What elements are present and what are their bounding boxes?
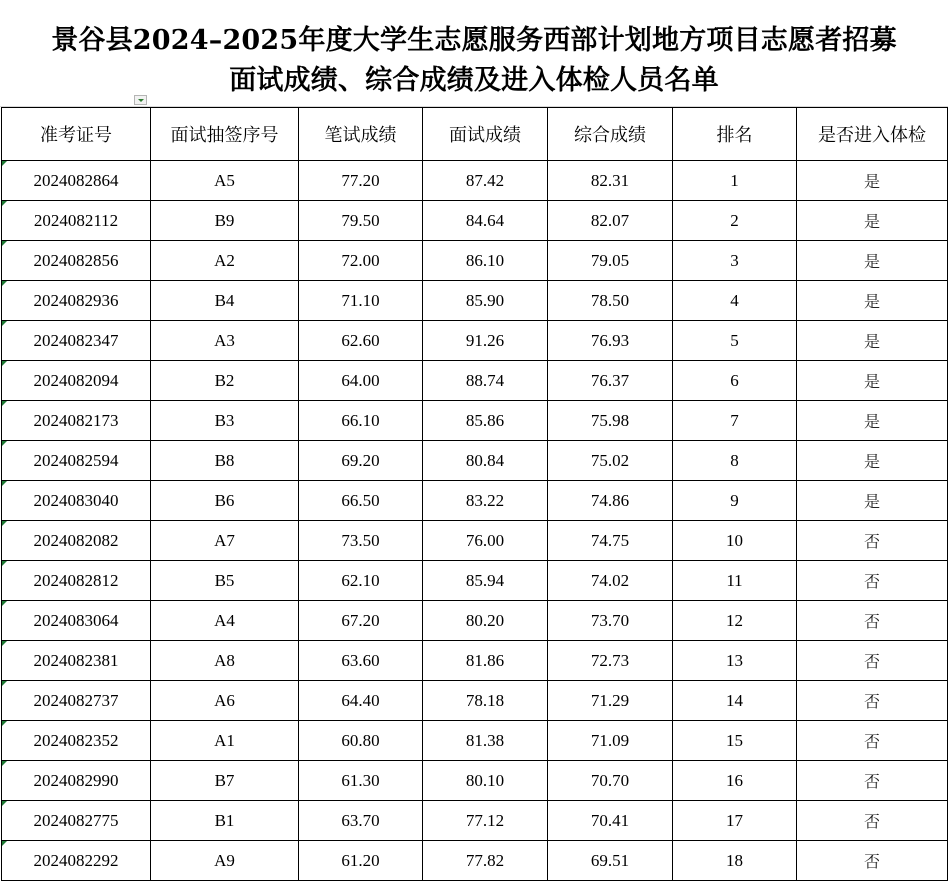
rank-cell[interactable]: 16: [673, 761, 797, 801]
total-score-cell[interactable]: 71.09: [548, 721, 673, 761]
interview-score-cell[interactable]: 86.10: [423, 241, 548, 281]
interview-score-cell[interactable]: 83.22: [423, 481, 548, 521]
rank-cell[interactable]: 9: [673, 481, 797, 521]
exam-id-cell[interactable]: 2024082094: [2, 361, 151, 401]
header-interview-score[interactable]: 面试成绩: [423, 108, 548, 161]
exam-id-cell[interactable]: 2024082347: [2, 321, 151, 361]
table-row: [2, 521, 948, 561]
written-score-cell[interactable]: 66.10: [299, 401, 423, 441]
total-score-cell[interactable]: 79.05: [548, 241, 673, 281]
table-row: [2, 681, 948, 721]
table-row: [2, 641, 948, 681]
interview-score-cell[interactable]: 80.20: [423, 601, 548, 641]
exam-id-cell[interactable]: 2024082352: [2, 721, 151, 761]
table-row: [2, 721, 948, 761]
total-score-cell[interactable]: 76.93: [548, 321, 673, 361]
header-physical-exam[interactable]: 是否进入体检: [797, 108, 948, 161]
draw-number-cell[interactable]: A5: [151, 161, 299, 201]
draw-number-cell[interactable]: B4: [151, 281, 299, 321]
interview-score-cell[interactable]: 85.90: [423, 281, 548, 321]
interview-score-cell[interactable]: 85.94: [423, 561, 548, 601]
physical-exam-cell[interactable]: 否: [797, 721, 948, 761]
physical-exam-cell[interactable]: 否: [797, 521, 948, 561]
rank-cell[interactable]: 1: [673, 161, 797, 201]
header-written-score[interactable]: 笔试成绩: [299, 108, 423, 161]
rank-cell[interactable]: 15: [673, 721, 797, 761]
interview-score-cell[interactable]: 91.26: [423, 321, 548, 361]
written-score-cell[interactable]: 60.80: [299, 721, 423, 761]
draw-number-cell[interactable]: A2: [151, 241, 299, 281]
physical-exam-cell[interactable]: 否: [797, 841, 948, 881]
physical-exam-cell[interactable]: 是: [797, 441, 948, 481]
draw-number-cell[interactable]: A3: [151, 321, 299, 361]
table-row: [2, 481, 948, 521]
rank-cell[interactable]: 10: [673, 521, 797, 561]
total-score-cell[interactable]: 74.02: [548, 561, 673, 601]
total-score-cell[interactable]: 69.51: [548, 841, 673, 881]
interview-score-cell[interactable]: 80.10: [423, 761, 548, 801]
draw-number-cell[interactable]: A1: [151, 721, 299, 761]
interview-score-cell[interactable]: 81.86: [423, 641, 548, 681]
draw-number-cell[interactable]: A8: [151, 641, 299, 681]
table-row: [2, 201, 948, 241]
written-score-cell[interactable]: 61.20: [299, 841, 423, 881]
table-row: [2, 321, 948, 361]
written-score-cell[interactable]: 71.10: [299, 281, 423, 321]
written-score-cell[interactable]: 61.30: [299, 761, 423, 801]
total-score-cell[interactable]: 76.37: [548, 361, 673, 401]
exam-id-cell[interactable]: 2024082381: [2, 641, 151, 681]
total-score-cell[interactable]: 73.70: [548, 601, 673, 641]
exam-id-cell[interactable]: 2024082112: [2, 201, 151, 241]
written-score-cell[interactable]: 64.00: [299, 361, 423, 401]
physical-exam-cell[interactable]: 否: [797, 681, 948, 721]
exam-id-cell[interactable]: 2024083064: [2, 601, 151, 641]
table-row: [2, 161, 948, 201]
exam-id-cell[interactable]: 2024082812: [2, 561, 151, 601]
rank-cell[interactable]: 11: [673, 561, 797, 601]
interview-score-cell[interactable]: 87.42: [423, 161, 548, 201]
physical-exam-cell[interactable]: 是: [797, 241, 948, 281]
exam-id-cell[interactable]: 2024082737: [2, 681, 151, 721]
rank-cell[interactable]: 4: [673, 281, 797, 321]
physical-exam-cell[interactable]: 否: [797, 601, 948, 641]
rank-cell[interactable]: 3: [673, 241, 797, 281]
draw-number-cell[interactable]: A9: [151, 841, 299, 881]
draw-number-cell[interactable]: B8: [151, 441, 299, 481]
table-row: [2, 361, 948, 401]
filter-dropdown-icon[interactable]: [134, 95, 147, 105]
exam-id-cell[interactable]: 2024082292: [2, 841, 151, 881]
physical-exam-cell[interactable]: 是: [797, 361, 948, 401]
draw-number-cell[interactable]: B7: [151, 761, 299, 801]
draw-number-cell[interactable]: A7: [151, 521, 299, 561]
title-area: [0, 0, 948, 107]
total-score-cell[interactable]: 82.31: [548, 161, 673, 201]
table-row: [2, 401, 948, 441]
rank-cell[interactable]: 14: [673, 681, 797, 721]
exam-id-cell[interactable]: 2024082082: [2, 521, 151, 561]
exam-id-cell[interactable]: 2024082173: [2, 401, 151, 441]
total-score-cell[interactable]: 74.75: [548, 521, 673, 561]
rank-cell[interactable]: 7: [673, 401, 797, 441]
interview-score-cell[interactable]: 77.12: [423, 801, 548, 841]
exam-id-cell[interactable]: 2024082594: [2, 441, 151, 481]
header-rank[interactable]: 排名: [673, 108, 797, 161]
total-score-cell[interactable]: 72.73: [548, 641, 673, 681]
results-table: [1, 107, 948, 881]
interview-score-cell[interactable]: 85.86: [423, 401, 548, 441]
header-exam-id[interactable]: 准考证号: [2, 108, 151, 161]
table-row: [2, 601, 948, 641]
interview-score-cell[interactable]: 76.00: [423, 521, 548, 561]
draw-number-cell[interactable]: B6: [151, 481, 299, 521]
physical-exam-cell[interactable]: 是: [797, 161, 948, 201]
physical-exam-cell[interactable]: 是: [797, 321, 948, 361]
table-row: [2, 761, 948, 801]
draw-number-cell[interactable]: A6: [151, 681, 299, 721]
written-score-cell[interactable]: 66.50: [299, 481, 423, 521]
interview-score-cell[interactable]: 84.64: [423, 201, 548, 241]
table-row: [2, 841, 948, 881]
table-row: [2, 241, 948, 281]
exam-id-cell[interactable]: 2024082936: [2, 281, 151, 321]
written-score-cell[interactable]: 64.40: [299, 681, 423, 721]
interview-score-cell[interactable]: 80.84: [423, 441, 548, 481]
physical-exam-cell[interactable]: 是: [797, 201, 948, 241]
exam-id-cell[interactable]: 2024082856: [2, 241, 151, 281]
header-row: [2, 108, 948, 161]
written-score-cell[interactable]: 72.00: [299, 241, 423, 281]
draw-number-cell[interactable]: B5: [151, 561, 299, 601]
title-line-1: 景谷县2024–2025年度大学生志愿服务西部计划地方项目志愿者招募: [51, 25, 897, 56]
written-score-cell[interactable]: 63.60: [299, 641, 423, 681]
draw-number-cell[interactable]: B1: [151, 801, 299, 841]
physical-exam-cell[interactable]: 否: [797, 761, 948, 801]
physical-exam-cell[interactable]: 否: [797, 561, 948, 601]
title-line-2: 面试成绩、综合成绩及进入体检人员名单: [229, 65, 719, 96]
exam-id-cell[interactable]: 2024083040: [2, 481, 151, 521]
total-score-cell[interactable]: 70.41: [548, 801, 673, 841]
written-score-cell[interactable]: 62.10: [299, 561, 423, 601]
exam-id-cell[interactable]: 2024082990: [2, 761, 151, 801]
exam-id-cell[interactable]: 2024082775: [2, 801, 151, 841]
draw-number-cell[interactable]: A4: [151, 601, 299, 641]
draw-number-cell[interactable]: B9: [151, 201, 299, 241]
total-score-cell[interactable]: 71.29: [548, 681, 673, 721]
total-score-cell[interactable]: 75.98: [548, 401, 673, 441]
header-total-score[interactable]: 综合成绩: [548, 108, 673, 161]
rank-cell[interactable]: 12: [673, 601, 797, 641]
table-row: [2, 281, 948, 321]
written-score-cell[interactable]: 79.50: [299, 201, 423, 241]
written-score-cell[interactable]: 69.20: [299, 441, 423, 481]
interview-score-cell[interactable]: 78.18: [423, 681, 548, 721]
exam-id-cell[interactable]: 2024082864: [2, 161, 151, 201]
physical-exam-cell[interactable]: 是: [797, 281, 948, 321]
rank-cell[interactable]: 18: [673, 841, 797, 881]
rank-cell[interactable]: 2: [673, 201, 797, 241]
rank-cell[interactable]: 5: [673, 321, 797, 361]
rank-cell[interactable]: 17: [673, 801, 797, 841]
total-score-cell[interactable]: 78.50: [548, 281, 673, 321]
total-score-cell[interactable]: 74.86: [548, 481, 673, 521]
rank-cell[interactable]: 6: [673, 361, 797, 401]
physical-exam-cell[interactable]: 否: [797, 641, 948, 681]
total-score-cell[interactable]: 82.07: [548, 201, 673, 241]
rank-cell[interactable]: 8: [673, 441, 797, 481]
physical-exam-cell[interactable]: 是: [797, 481, 948, 521]
draw-number-cell[interactable]: B3: [151, 401, 299, 441]
written-score-cell[interactable]: 67.20: [299, 601, 423, 641]
total-score-cell[interactable]: 70.70: [548, 761, 673, 801]
written-score-cell[interactable]: 77.20: [299, 161, 423, 201]
interview-score-cell[interactable]: 81.38: [423, 721, 548, 761]
table-row: [2, 561, 948, 601]
total-score-cell[interactable]: 75.02: [548, 441, 673, 481]
table-row: [2, 801, 948, 841]
draw-number-cell[interactable]: B2: [151, 361, 299, 401]
written-score-cell[interactable]: 62.60: [299, 321, 423, 361]
written-score-cell[interactable]: 73.50: [299, 521, 423, 561]
written-score-cell[interactable]: 63.70: [299, 801, 423, 841]
header-draw-number[interactable]: 面试抽签序号: [151, 108, 299, 161]
table-row: [2, 441, 948, 481]
physical-exam-cell[interactable]: 是: [797, 401, 948, 441]
interview-score-cell[interactable]: 77.82: [423, 841, 548, 881]
interview-score-cell[interactable]: 88.74: [423, 361, 548, 401]
physical-exam-cell[interactable]: 否: [797, 801, 948, 841]
rank-cell[interactable]: 13: [673, 641, 797, 681]
